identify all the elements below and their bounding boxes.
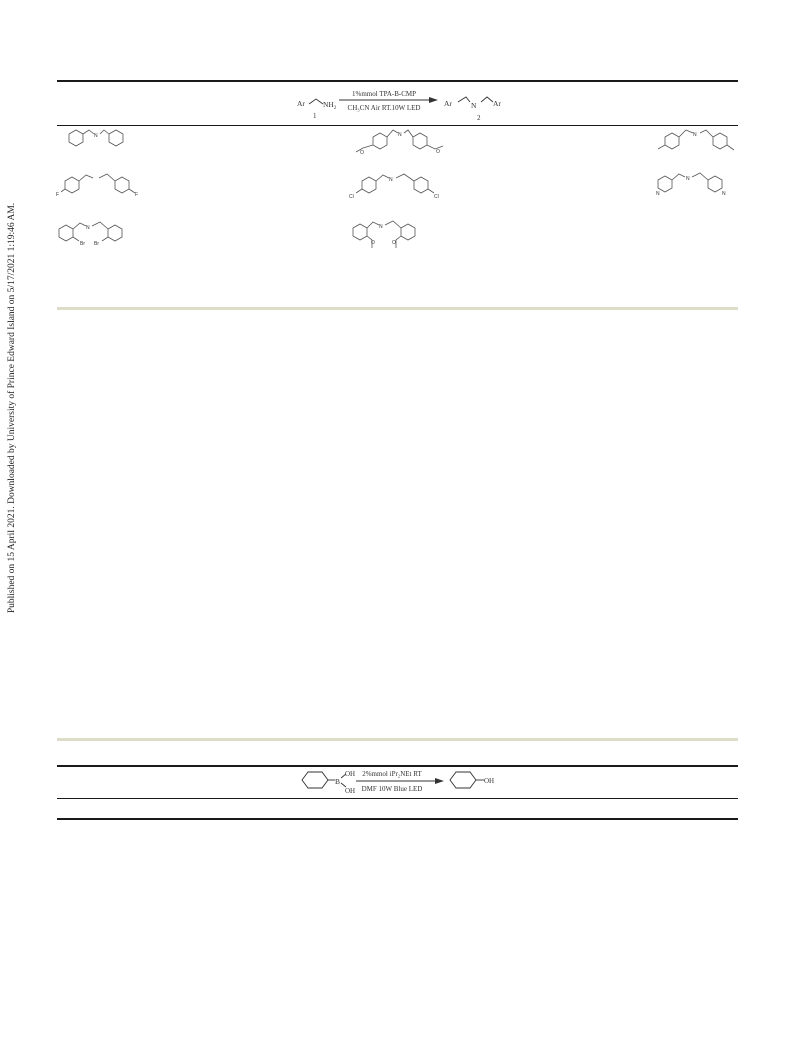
chloro-imine-n: N <box>389 177 393 183</box>
scheme1-product-n: N <box>471 101 477 110</box>
methoxy-imine-n: N <box>398 132 402 138</box>
scheme2-condition-bottom: DMF 10W Blue LED <box>361 785 423 793</box>
scheme1-reactant-number: 1 <box>313 112 317 120</box>
benzyl-imine-n: N <box>94 133 98 139</box>
chloro-cl-left: Cl <box>349 194 354 200</box>
fluoro-f-right: F <box>135 192 139 198</box>
scheme2-oh-bottom: OH <box>345 787 356 795</box>
scheme1-reactant-ar: Ar <box>297 99 305 108</box>
ortho-methoxy-o-right: O <box>392 240 396 246</box>
methyl-imine-n: N <box>693 132 697 138</box>
table2-header-rule <box>57 798 738 799</box>
scheme2-reaction <box>296 766 506 796</box>
ortho-imine-n: N <box>379 224 383 230</box>
imine-structure-methoxy-ortho <box>349 218 429 252</box>
table1-top-rule <box>57 80 738 82</box>
scheme1-nh2 <box>323 100 337 111</box>
bromo-br-right: Br <box>94 241 99 247</box>
scheme2-condition-top: 2%mmol iPr₂NEt RT <box>362 770 422 778</box>
scheme2-product-oh: OH <box>484 777 495 785</box>
table2-bottom-rule <box>57 818 738 820</box>
scheme1-product-ar1: Ar <box>444 99 452 108</box>
download-watermark <box>3 180 21 636</box>
imine-structure-pyridyl <box>650 170 734 198</box>
scheme1-nh2-subscript: 2 <box>333 106 337 111</box>
imine-structure-chloro <box>346 171 446 201</box>
pyridyl-n-left: N <box>656 191 660 197</box>
scheme1-condition-bottom: CH₃CN Air RT.10W LED <box>347 104 421 112</box>
scheme1-product-ar2: Ar <box>493 99 501 108</box>
imine-structure-benzyl <box>63 128 133 152</box>
pyridyl-n-right: N <box>722 191 726 197</box>
scheme1-product-number: 2 <box>477 114 481 122</box>
fluoro-f-left: F <box>56 192 60 198</box>
table1-bottom-rule <box>57 307 738 310</box>
scheme1-reaction <box>290 86 510 122</box>
methoxy-o-left: O <box>360 150 364 156</box>
scheme2-oh-top: OH <box>345 770 356 778</box>
imine-structure-methoxy <box>343 127 461 157</box>
imine-structure-bromo <box>55 219 135 251</box>
imine-structure-methyl <box>650 127 742 157</box>
download-watermark-text: Published on 15 April 2021. Downloaded by University of Prince Edward Island on 5/17/2021 1:19:46 AM. <box>7 202 17 614</box>
ortho-methoxy-o-left: O <box>371 240 375 246</box>
bromo-imine-n: N <box>86 225 90 231</box>
pyridyl-imine-n: N <box>686 176 690 182</box>
table1-header-rule <box>57 125 738 126</box>
scheme1-condition-top: 1%mmol TPA-B-CMP <box>352 90 416 98</box>
methoxy-o-right: O <box>436 149 440 155</box>
imine-structure-fluoro <box>55 171 147 199</box>
bromo-br-left: Br <box>80 241 85 247</box>
scheme2-boron: B <box>335 777 341 786</box>
table2-separator-rule <box>57 738 738 741</box>
scheme1-nh2-label: NH <box>323 100 334 109</box>
chloro-cl-right: Cl <box>434 194 439 200</box>
